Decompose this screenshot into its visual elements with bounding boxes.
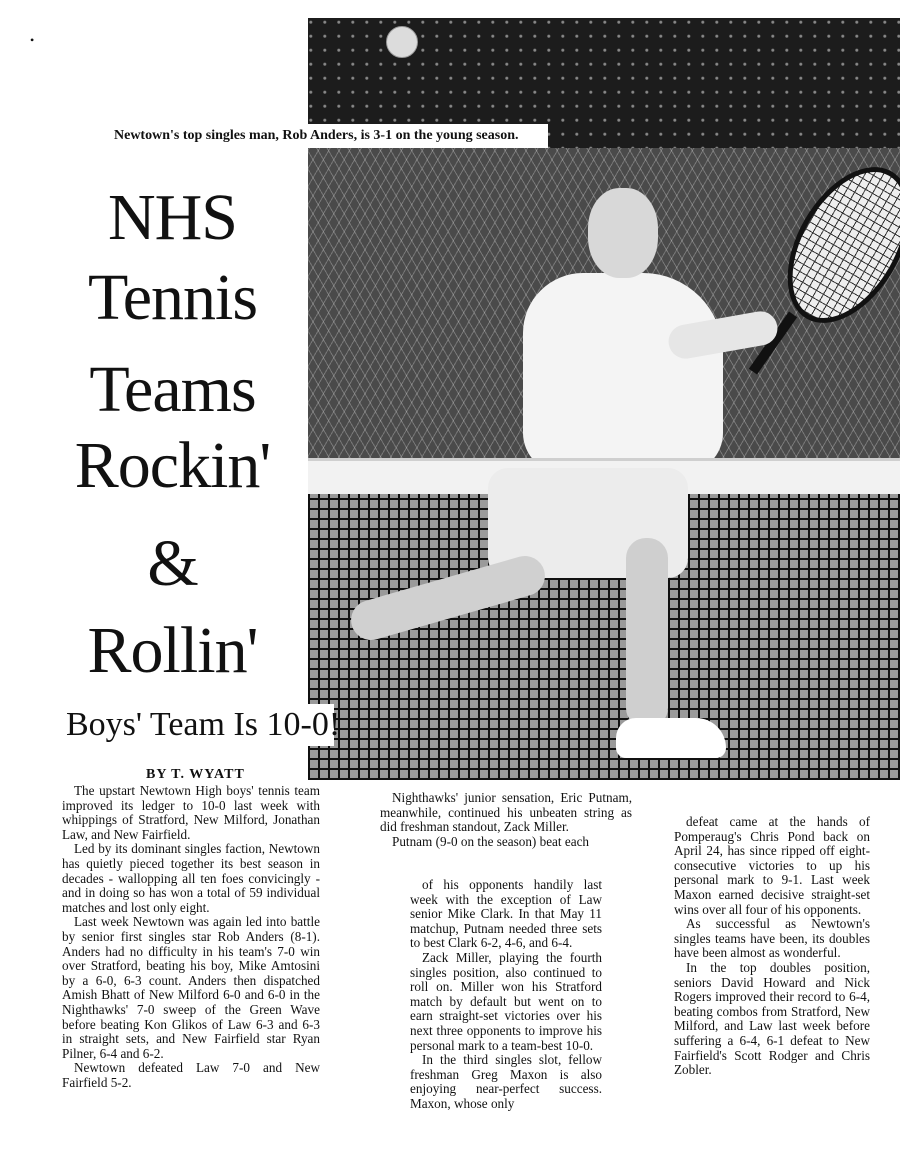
byline: BY T. WYATT bbox=[146, 767, 245, 782]
article-column-2 bbox=[410, 878, 602, 1112]
paragraph: In the third singles slot, fellow freshman Greg Maxon is also enjoying near-perfect success. Maxon, whose only bbox=[410, 1052, 602, 1111]
headline-line: Rockin' bbox=[74, 429, 271, 502]
paragraph: Nighthawks' junior sensation, Eric Putnam, meanwhile, continued his unbeaten string as did freshman standout, Zack Miller. bbox=[380, 790, 632, 835]
article-column-3 bbox=[674, 815, 870, 1078]
subheadline: Boys' Team Is 10-0! bbox=[66, 704, 334, 746]
player-shoe bbox=[616, 718, 726, 758]
paragraph: Putnam (9-0 on the season) beat each bbox=[392, 833, 590, 849]
paragraph: Last week Newtown was again led into battle by senior first singles star Rob Anders (8-1). Anders had no difficulty in his team's 7-0 win over Stratford, beating his boy, Mike Amtosini by a 6-0, 6-3 count. Anders then dispatched Amish Bhatt of New Milford 6-0 and 6-0 in the Nighthawks' 7-0 sweep of the Green Wave before beating Kon Glikos of Law 6-3 and 6-3 in straight sets, and New Fairfield star Ryan Pilner, 6-4 and 6-2. bbox=[62, 914, 320, 1061]
player-torso bbox=[523, 273, 723, 473]
tennis-ball bbox=[386, 26, 418, 58]
paragraph: As successful as Newtown's singles teams have been, its doubles have been almost as wonderful. bbox=[674, 916, 870, 961]
headline-line: NHS bbox=[107, 181, 238, 254]
article-column-1 bbox=[62, 784, 320, 1090]
paragraph: Zack Miller, playing the fourth singles position, also continued to roll on. Miller won his Stratford match by default but went on to earn straight-set victories over his next three opponents to improve his personal mark to a team-best 10-0. bbox=[410, 949, 602, 1053]
headline-line: Tennis bbox=[87, 261, 258, 334]
paragraph: In the top doubles position, seniors David Howard and Nick Rogers improved their record to 6-4, beating combos from Stratford, New Milford, and Law last week before suffering a 6-4, 6-1 defeat to New Fairfield's Scott Rodger and Chris Zobler. bbox=[674, 959, 870, 1078]
headline-line: Rollin' bbox=[87, 614, 258, 687]
paragraph: Led by its dominant singles faction, Newtown has quietly pieced together its best season in decades - wallopping all ten foes convicingly - and in doing so has won a total of 59 individual matches and lost only eight. bbox=[62, 841, 320, 915]
paragraph: defeat came at the hands of Pomperaug's Chris Pond back on April 24, has since ripped off eight-consecutive victories to up his personal mark to 9-1. Last week Maxon earned decisive straight-set wins over all four of his opponents. bbox=[674, 814, 870, 917]
player-leg-right bbox=[626, 538, 668, 728]
paragraph: The upstart Newtown High boys' tennis team improved its ledger to 10-0 last week with whippings of Stratford, New Milford, Jonathan Law, and New Fairfield. bbox=[62, 783, 320, 842]
article-column-2-top bbox=[380, 791, 632, 849]
scan-speck: • bbox=[30, 33, 35, 47]
player-head bbox=[588, 188, 658, 278]
paragraph: of his opponents handily last week with the exception of Law senior Mike Clark. In that May 11 matchup, Putnam needed three sets to best Clark 6-2, 4-6, and 6-4. bbox=[410, 877, 602, 951]
headline-line: & bbox=[147, 527, 198, 600]
paragraph: Newtown defeated Law 7-0 and New Fairfield 5-2. bbox=[62, 1060, 320, 1090]
headline-line: Teams bbox=[89, 353, 256, 426]
photo-caption: Newtown's top singles man, Rob Anders, is 3-1 on the young season. bbox=[104, 124, 548, 148]
